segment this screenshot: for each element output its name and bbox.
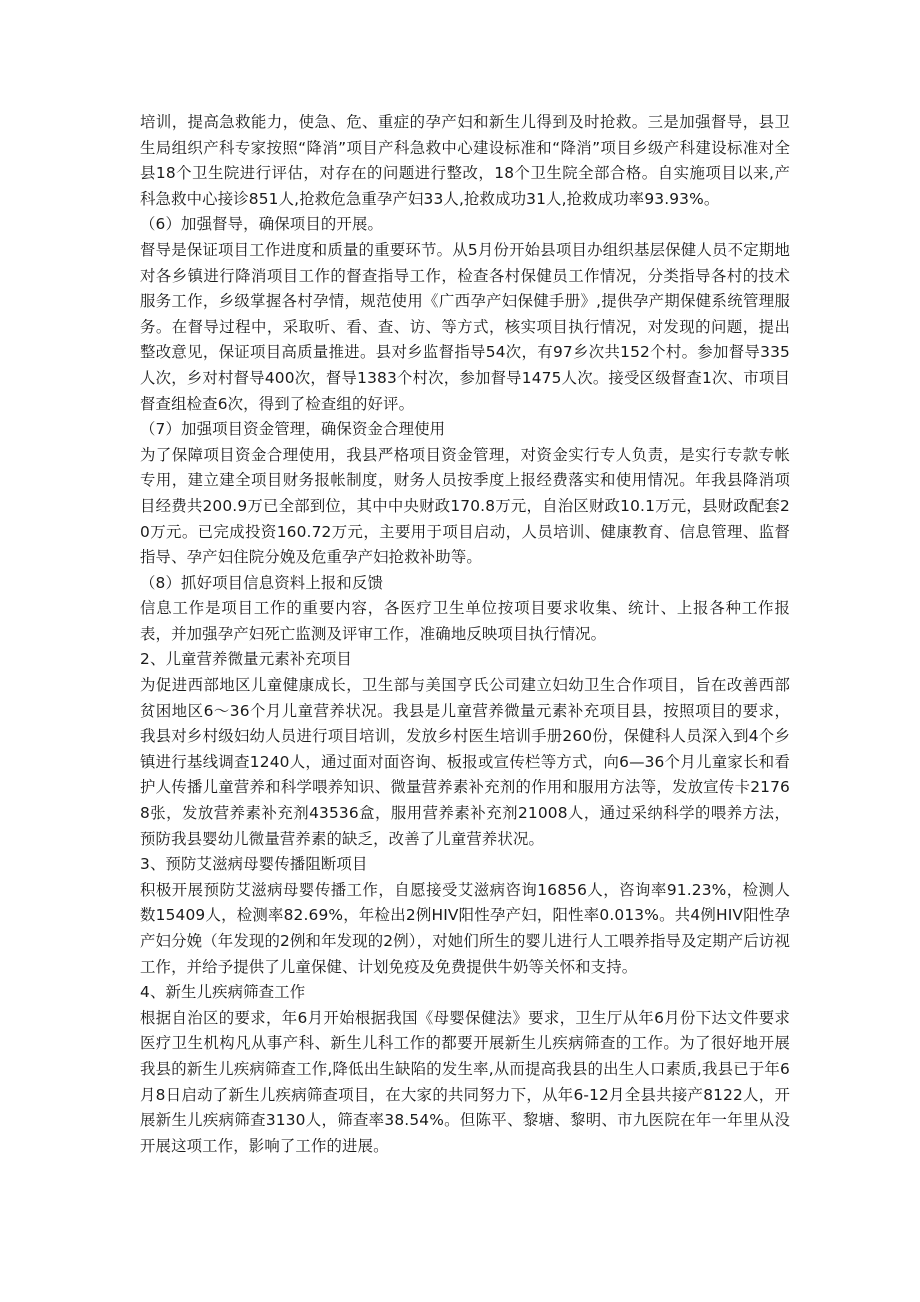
section-heading: 2、儿童营养微量元素补充项目 (140, 650, 352, 669)
body-paragraph: 督导是保证项目工作进度和质量的重要环节。从5月份开始县项目办组织基层保健人员不定期地对各乡镇进行降消项目工作的督查指导工作，检查各村保健员工作情况，分类指导各村的技术服务工作，乡级掌握各村孕情，规范使用《广西孕产妇保健手册》,提供孕产期保健系统管理服务。在督导过程中，采取听、看、查、访、等方式，核实项目执行情况，对发现的问题，提出整改意见，保证项目高质量推进。县对乡监督指导54次，有97乡次共152个村。参加督导335人次，乡对村督导400次，督导1383个村次，参加督导1475人次。接受区级督查1次、市项目督查组检查6次，得到了检查组的好评。 (140, 240, 790, 413)
body-paragraph: 为了保障项目资金合理使用，我县严格项目资金管理，对资金实行专人负责，是实行专款专帐专用，建立建全项目财务报帐制度，财务人员按季度上报经费落实和使用情况。年我县降消项目经费共200.9万已全部到位，其中中央财政170.8万元，自治区财政10.1万元，县财政配套20万元。已完成投资160.72万元，主要用于项目启动，人员培训、健康教育、信息管理、监督指导、孕产妇住院分娩及危重孕产妇抢救补助等。 (140, 445, 790, 567)
body-paragraph: 信息工作是项目工作的重要内容，各医疗卫生单位按项目要求收集、统计、上报各种工作报表，并加强孕产妇死亡监测及评审工作，准确地反映项目执行情况。 (140, 599, 790, 643)
section-heading: 3、预防艾滋病母婴传播阻断项目 (140, 855, 368, 874)
body-paragraph: 积极开展预防艾滋病母婴传播工作，自愿接受艾滋病咨询16856人，咨询率91.23%，检测人数15409人，检测率82.69%，年检出2例HIV阳性孕产妇，阳性率0.013%。共4例HIV阳性孕产妇分娩（年发现的2例和年发现的2例），对她们所生的婴儿进行人工喂养指导及定期产后访视工作，并给予提供了儿童保健、计划免疫及免费提供牛奶等关怀和支持。 (140, 880, 790, 976)
section-heading: 4、新生儿疾病筛查工作 (140, 983, 306, 1002)
section-heading: （6）加强督导，确保项目的开展。 (140, 215, 384, 234)
body-paragraph: 为促进西部地区儿童健康成长，卫生部与美国亨氏公司建立妇幼卫生合作项目，旨在改善西部贫困地区6～36个月儿童营养状况。我县是儿童营养微量元素补充项目县，按照项目的要求，我县对乡村级妇幼人员进行项目培训，发放乡村医生培训手册260份，保健科人员深入到4个乡镇进行基线调查1240人，通过面对面咨询、板报或宣传栏等方式，向6—36个月儿童家长和看护人传播儿童营养和科学喂养知识、微量营养素补充剂的作用和服用方法等，发放宣传卡21768张，发放营养素补充剂43536盒，服用营养素补充剂21008人，通过采纳科学的喂养方法，预防我县婴幼儿微量营养素的缺乏，改善了儿童营养状况。 (140, 676, 790, 848)
body-paragraph: 根据自治区的要求，年6月开始根据我国《母婴保健法》要求，卫生厅从年6月份下达文件要求医疗卫生机构凡从事产科、新生儿科工作的都要开展新生儿疾病筛查的工作。为了很好地开展我县的新生儿疾病筛查工作,降低出生缺陷的发生率,从而提高我县的出生人口素质,我县已于年6月8日启动了新生儿疾病筛查项目，在大家的共同努力下，从年6-12月全县共接产8122人，开展新生儿疾病筛查3130人，筛查率38.54%。但陈平、黎塘、黎明、市九医院在年一年里从没开展这项工作，影响了工作的进展。 (140, 1008, 790, 1155)
section-heading: （7）加强项目资金管理，确保资金合理使用 (140, 420, 446, 439)
body-paragraph: 培训，提高急救能力，使急、危、重症的孕产妇和新生儿得到及时抢救。三是加强督导，县卫生局组织产科专家按照“降消”项目产科急救中心建设标准和“降消”项目乡级产科建设标准对全县18个卫生院进行评估，对存在的问题进行整改，18个卫生院全部合格。自实施项目以来,产科急救中心接诊851人,抢救危急重孕产妇33人,抢救成功31人,抢救成功率93.93%。 (140, 113, 790, 208)
section-heading: （8）抓好项目信息资料上报和反馈 (140, 573, 384, 592)
document-page (140, 110, 790, 1159)
